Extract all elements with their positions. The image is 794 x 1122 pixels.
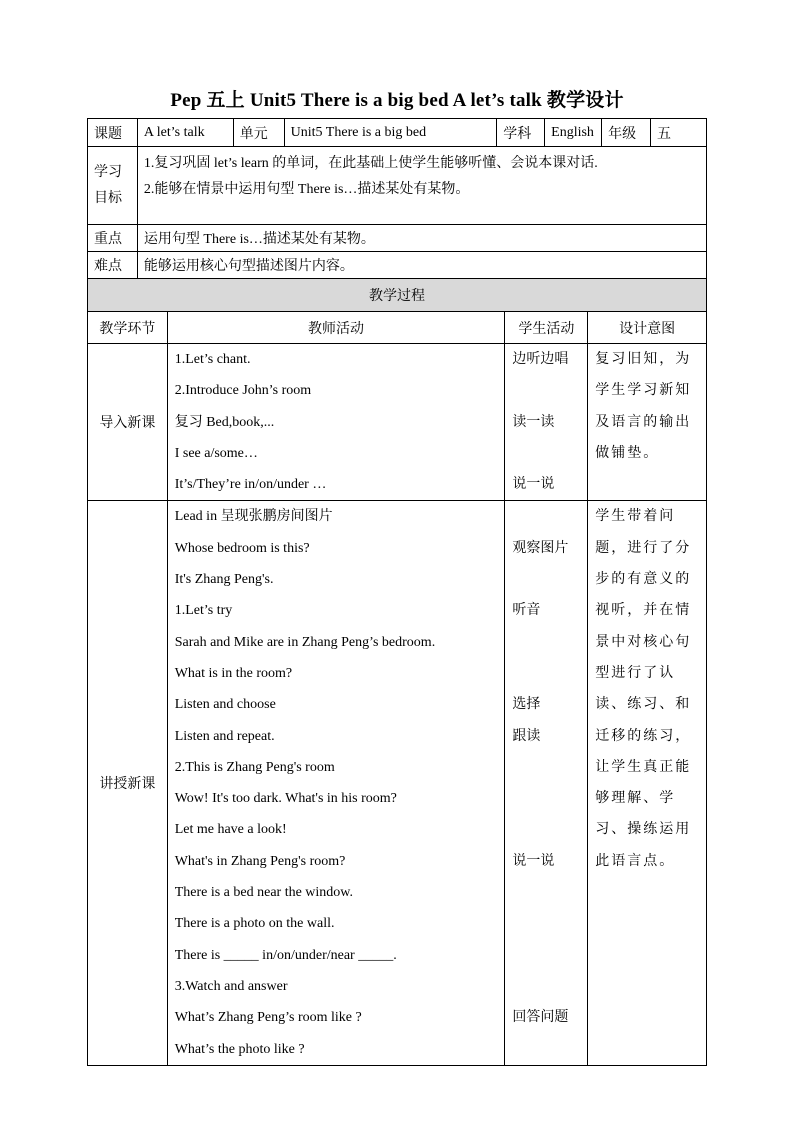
process-header: 教学过程 [88, 279, 707, 312]
stage-name: 导入新课 [88, 344, 168, 501]
design-intent: 复习旧知，为学生学习新知及语言的输出做铺垫。 [588, 344, 707, 501]
student-line [512, 438, 587, 469]
goals-label [88, 147, 138, 225]
unit-label: 单元 [233, 119, 284, 147]
teacher-line: 复习 Bed,book,... [174, 414, 275, 430]
student-activity-cell [505, 344, 588, 501]
teacher-line: Lead in 呈现张鹏房间图片 [174, 509, 333, 525]
difficulty-value: 能够运用核心句型描述图片内容。 [137, 252, 706, 279]
student-line [512, 501, 587, 532]
student-line: 边听边唱 [512, 352, 569, 367]
unit-value: Unit5 There is a big bed [284, 119, 497, 147]
teacher-line: Listen and repeat. [174, 728, 275, 744]
teacher-line: What’s the photo like ? [174, 1041, 305, 1057]
grade-label: 年级 [602, 119, 651, 147]
goals-label-line-2: 目标 [94, 190, 122, 206]
teacher-line: What is in the room? [174, 665, 293, 681]
key-label: 重点 [88, 225, 138, 252]
student-line [512, 783, 587, 814]
key-value: 运用句型 There is…描述某处有某物。 [137, 225, 706, 252]
stage-name: 讲授新课 [88, 501, 168, 1065]
student-line [512, 940, 587, 971]
info-table [87, 118, 707, 279]
teacher-line: There is a photo on the wall. [174, 916, 335, 932]
teacher-line: 2.Introduce John’s room [174, 383, 312, 399]
topic-value: A let’s talk [137, 119, 233, 147]
col-header-student: 学生活动 [505, 312, 588, 344]
teacher-line: What's in Zhang Peng's room? [174, 853, 346, 869]
teacher-line: 1.Let’s try [174, 603, 233, 619]
topic-label: 课题 [88, 119, 138, 147]
student-line: 选择 [512, 697, 541, 713]
student-line [512, 375, 587, 406]
subject-label: 学科 [497, 119, 545, 147]
col-header-teacher: 教师活动 [167, 312, 505, 344]
student-line: 说一说 [512, 477, 555, 493]
col-header-intent: 设计意图 [588, 312, 707, 344]
teacher-line: It’s/They’re in/on/under … [174, 477, 327, 493]
student-line [512, 752, 587, 783]
teacher-line: Whose bedroom is this? [174, 540, 310, 556]
teacher-line: Let me have a look! [174, 822, 287, 838]
teacher-line: There is a bed near the window. [174, 885, 354, 901]
student-line: 说一说 [512, 853, 555, 869]
student-line [512, 814, 587, 845]
teacher-line: Listen and choose [174, 697, 276, 713]
difficulty-label: 难点 [88, 252, 138, 279]
teacher-line: 1.Let’s chant. [174, 352, 251, 367]
goals-label-line-1: 学习 [94, 164, 122, 180]
teacher-line: Sarah and Mike are in Zhang Peng’s bedroom. [174, 634, 436, 650]
student-line [512, 627, 587, 658]
student-line: 观察图片 [512, 540, 569, 556]
student-line [512, 658, 587, 689]
student-line [512, 564, 587, 595]
teacher-line: There is _____ in/on/under/near _____. [174, 947, 397, 963]
goal-item: 1.复习巩固 let’s learn 的单词，在此基础上使学生能够听懂、会说本课对话. [143, 156, 598, 171]
teacher-activity-cell [167, 344, 505, 501]
student-line: 回答问题 [512, 1010, 569, 1026]
design-intent: 学生带着问题，进行了分步的有意义的视听，并在情景中对核心句型进行了认读、练习、和迁移的练习，让学生真正能够理解、学习、操练运用此语言点。 [588, 501, 707, 1065]
student-line [512, 1034, 587, 1065]
teacher-line: I see a/some… [174, 445, 258, 461]
student-line [512, 971, 587, 1002]
teacher-line: 2.This is Zhang Peng's room [174, 759, 335, 775]
goal-item: 2.能够在情景中运用句型 There is…描述某处有某物。 [143, 182, 470, 197]
teacher-activity-cell [167, 501, 505, 1065]
teacher-line: 3.Watch and answer [174, 978, 288, 994]
student-line [512, 877, 587, 908]
goals-cell [137, 147, 706, 225]
student-line: 跟读 [512, 728, 541, 744]
teacher-line: It's Zhang Peng's. [174, 572, 274, 588]
process-table [87, 278, 707, 1066]
teacher-line: What’s Zhang Peng’s room like ? [174, 1010, 362, 1026]
student-line: 读一读 [512, 414, 555, 430]
student-activity-cell [505, 501, 588, 1065]
grade-value: 五 [651, 119, 707, 147]
student-line: 听音 [512, 603, 541, 619]
subject-value: English [545, 119, 602, 147]
col-header-stage: 教学环节 [88, 312, 168, 344]
page-title: Pep 五上 Unit5 There is a big bed A let’s talk 教学设计 [170, 90, 624, 111]
student-line [512, 908, 587, 939]
teacher-line: Wow! It's too dark. What's in his room? [174, 791, 397, 807]
